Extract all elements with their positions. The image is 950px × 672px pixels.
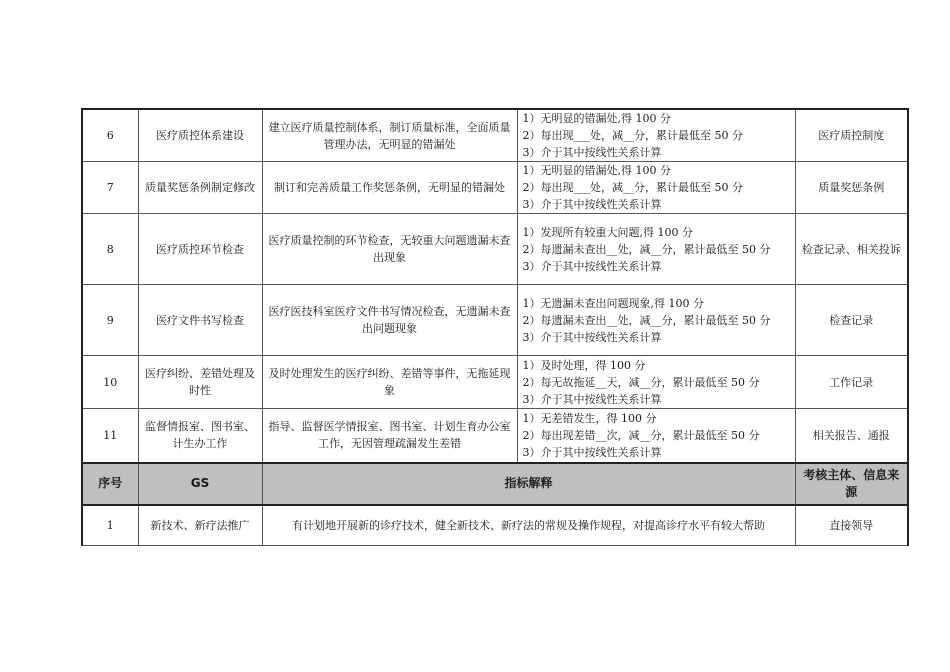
- explanation-cell: 建立医疗质量控制体系，制订质量标准，全面质量管理办法，无明显的错漏处: [262, 109, 517, 162]
- header-number: 序号: [82, 463, 138, 505]
- rule-line: 3）介于其中按线性关系计算: [522, 259, 662, 273]
- rule-line: 3）介于其中按线性关系计算: [522, 198, 662, 211]
- scoring-rules-cell: [517, 356, 795, 409]
- header-gs: GS: [138, 463, 262, 505]
- table-header-row: [82, 463, 908, 505]
- table-row: [82, 162, 908, 214]
- gs-cell: 监督情报室、图书室、计生办工作: [138, 409, 262, 463]
- scoring-rules-cell: [517, 285, 795, 356]
- rule-line: 3）介于其中按线性关系计算: [522, 445, 662, 459]
- source-cell: 直接领导: [795, 505, 908, 546]
- rule-line: 2）每出现___处，减__分，累计最低至 50 分: [522, 129, 743, 142]
- rule-line: 3）介于其中按线性关系计算: [522, 330, 662, 344]
- source-cell: 相关报告、通报: [795, 409, 908, 463]
- table-row: [82, 285, 908, 356]
- gs-cell: 医疗质控体系建设: [138, 109, 262, 162]
- rule-line: 2）每无故拖延__天，减__分，累计最低至 50 分: [522, 375, 760, 389]
- rule-line: 2）每出现差错__次，减__分，累计最低至 50 分: [522, 428, 760, 442]
- source-cell: 质量奖惩条例: [795, 162, 908, 214]
- row-number: 6: [82, 109, 138, 162]
- explanation-cell: 医疗医技科室医疗文件书写情况检查，无遗漏未查出问题现象: [262, 285, 517, 356]
- source-cell: 医疗质控制度: [795, 109, 908, 162]
- rule-line: 1）发现所有较重大问题,得 100 分: [522, 225, 693, 239]
- row-number: 1: [82, 505, 138, 546]
- rule-line: 2）每出现___处，减__分，累计最低至 50 分: [522, 181, 743, 194]
- rule-line: 1）无明显的错漏处,得 100 分: [522, 164, 671, 177]
- explanation-cell: 有计划地开展新的诊疗技术，健全新技术、新疗法的常规及操作规程，对提高诊疗水平有较大帮助: [262, 505, 795, 546]
- rule-line: 1）及时处理，得 100 分: [522, 358, 646, 372]
- assessment-table: [81, 108, 909, 546]
- row-number: 11: [82, 409, 138, 463]
- row-number: 10: [82, 356, 138, 409]
- rule-line: 1）无遗漏未查出问题现象,得 100 分: [522, 296, 704, 310]
- rule-line: 3）介于其中按线性关系计算: [522, 146, 662, 159]
- scoring-rules-cell: [517, 214, 795, 285]
- explanation-cell: 制订和完善质量工作奖惩条例，无明显的错漏处: [262, 162, 517, 214]
- gs-cell: 医疗质控环节检查: [138, 214, 262, 285]
- gs-cell: 质量奖惩条例制定修改: [138, 162, 262, 214]
- gs-cell: 医疗文件书写检查: [138, 285, 262, 356]
- rule-line: 3）介于其中按线性关系计算: [522, 392, 662, 406]
- row-number: 9: [82, 285, 138, 356]
- scoring-rules-cell: [517, 409, 795, 463]
- scoring-rules-cell: [517, 109, 795, 162]
- row-number: 8: [82, 214, 138, 285]
- source-cell: 工作记录: [795, 356, 908, 409]
- table-row: [82, 214, 908, 285]
- gs-cell: 新技术、新疗法推广: [138, 505, 262, 546]
- table-row: [82, 356, 908, 409]
- explanation-cell: 医疗质量控制的环节检查，无较重大问题遗漏未查出现象: [262, 214, 517, 285]
- header-explanation: 指标解释: [262, 463, 795, 505]
- source-cell: 检查记录: [795, 285, 908, 356]
- table-row: [82, 505, 908, 546]
- gs-cell: 医疗纠纷、差错处理及时性: [138, 356, 262, 409]
- rule-line: 1）无明显的错漏处,得 100 分: [522, 112, 671, 125]
- source-cell: 检查记录、相关投诉: [795, 214, 908, 285]
- scoring-rules-cell: [517, 162, 795, 214]
- table-row: [82, 409, 908, 463]
- rule-line: 2）每遗漏未查出__处，减__分，累计最低至 50 分: [522, 313, 771, 327]
- explanation-cell: 指导、监督医学情报室、图书室、计划生育办公室工作，无因管理疏漏发生差错: [262, 409, 517, 463]
- rule-line: 2）每遗漏未查出__处，减__分，累计最低至 50 分: [522, 242, 771, 256]
- rule-line: 1）无差错发生，得 100 分: [522, 411, 657, 425]
- row-number: 7: [82, 162, 138, 214]
- header-source: 考核主体、信息来源: [795, 463, 908, 505]
- table-row: [82, 109, 908, 162]
- explanation-cell: 及时处理发生的医疗纠纷、差错等事件，无拖延现象: [262, 356, 517, 409]
